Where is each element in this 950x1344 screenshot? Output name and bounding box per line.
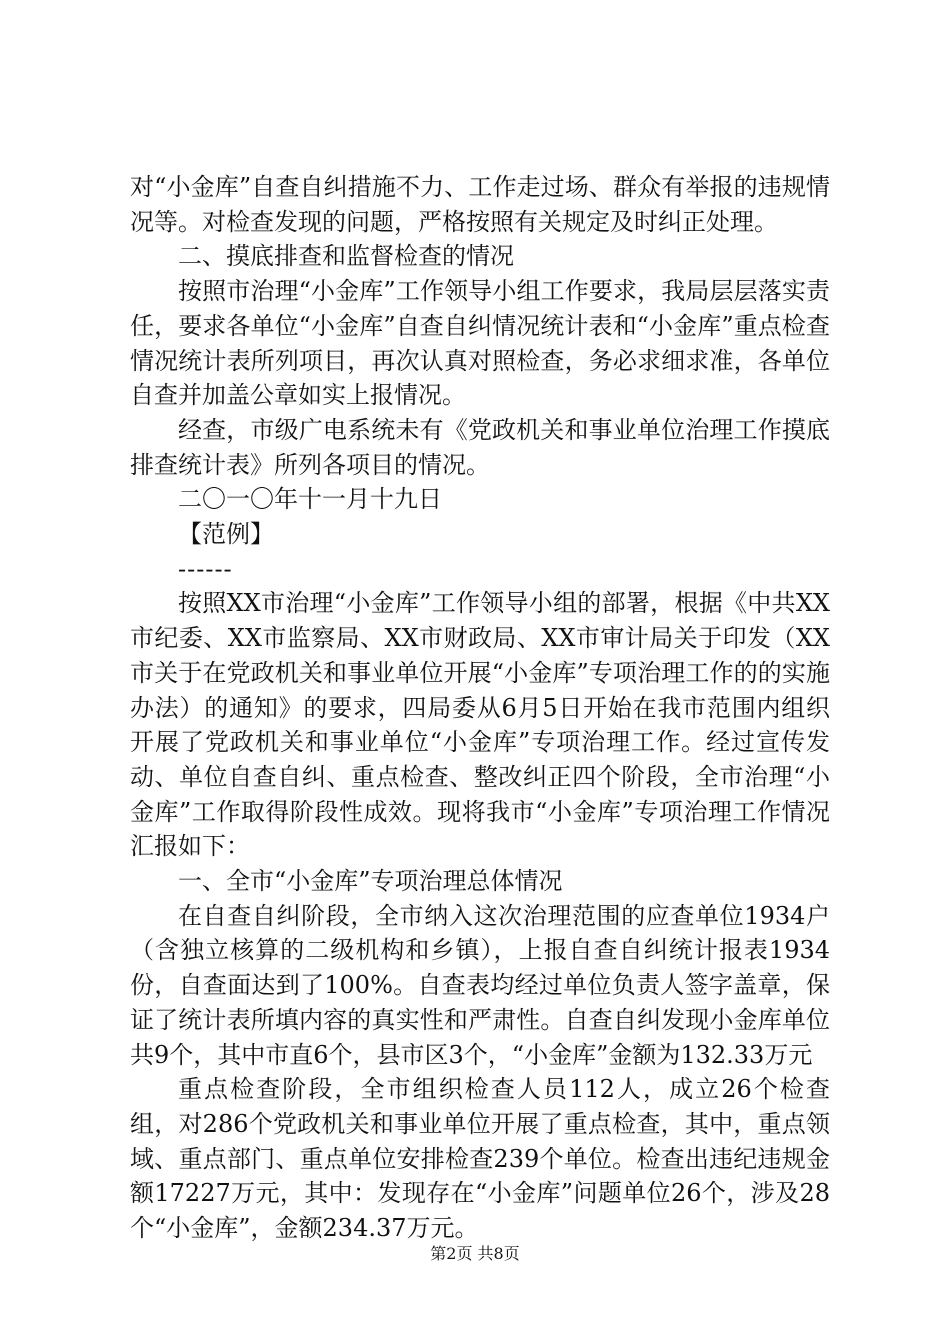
- example-heading: 【范例】: [178, 520, 274, 549]
- document-body: [130, 170, 830, 1246]
- document-date: 二〇一〇年十一月十九日: [178, 485, 442, 514]
- separator-dashes: ------: [178, 554, 233, 583]
- section-heading-1: 一、全市“小金库”专项治理总体情况: [178, 867, 563, 896]
- paragraph-findings: 经查，市级广电系统未有《党政机关和事业单位治理工作摸底排查统计表》所列各项目的情况。: [130, 415, 830, 479]
- page-footer: 第2页 共8页: [430, 1244, 520, 1263]
- paragraph-requirements: 按照市治理“小金库”工作领导小组工作要求，我局层层落实责任，要求各单位“小金库”自查自纠情况统计表和“小金库”重点检查情况统计表所列项目，再次认真对照检查，务必求细求准，各单位自查并加盖公章如实上报情况。: [130, 277, 830, 410]
- paragraph-key-inspection: 重点检查阶段，全市组织检查人员112人，成立26个检查组，对286个党政机关和事业单位开展了重点检查，其中，重点领域、重点部门、重点单位安排检查239个单位。检查出违纪违规金额17227万元，其中：发现存在“小金库”问题单位26个，涉及28个“小金库”，金额234.37万元。: [130, 1075, 830, 1243]
- paragraph-continuation: 对“小金库”自查自纠措施不力、工作走过场、群众有举报的违规情况等。对检查发现的问题，严格按照有关规定及时纠正处理。: [130, 173, 830, 236]
- paragraph-self-inspection: 在自查自纠阶段，全市纳入这次治理范围的应查单位1934户（含独立核算的二级机构和乡镇），上报自查自纠统计报表1934份，自查面达到了100%。自查表均经过单位负责人签字盖章，保证了统计表所填内容的真实性和严肃性。自查自纠发现小金库单位共9个，其中市直6个，县市区3个，“小金库”金额为132.33万元: [130, 901, 830, 1069]
- paragraph-introduction: 按照XX市治理“小金库”工作领导小组的部署，根据《中共XX市纪委、XX市监察局、XX市财政局、XX市审计局关于印发（XX市关于在党政机关和事业单位开展“小金库”专项治理工作的的实施办法）的通知》的要求，四局委从6月5日开始在我市范围内组织开展了党政机关和事业单位“小金库”专项治理工作。经过宣传发动、单位自查自纠、重点检查、整改纠正四个阶段，全市治理“小金库”工作取得阶段性成效。现将我市“小金库”专项治理工作情况汇报如下：: [130, 589, 830, 861]
- section-heading-2: 二、摸底排查和监督检查的情况: [178, 242, 514, 271]
